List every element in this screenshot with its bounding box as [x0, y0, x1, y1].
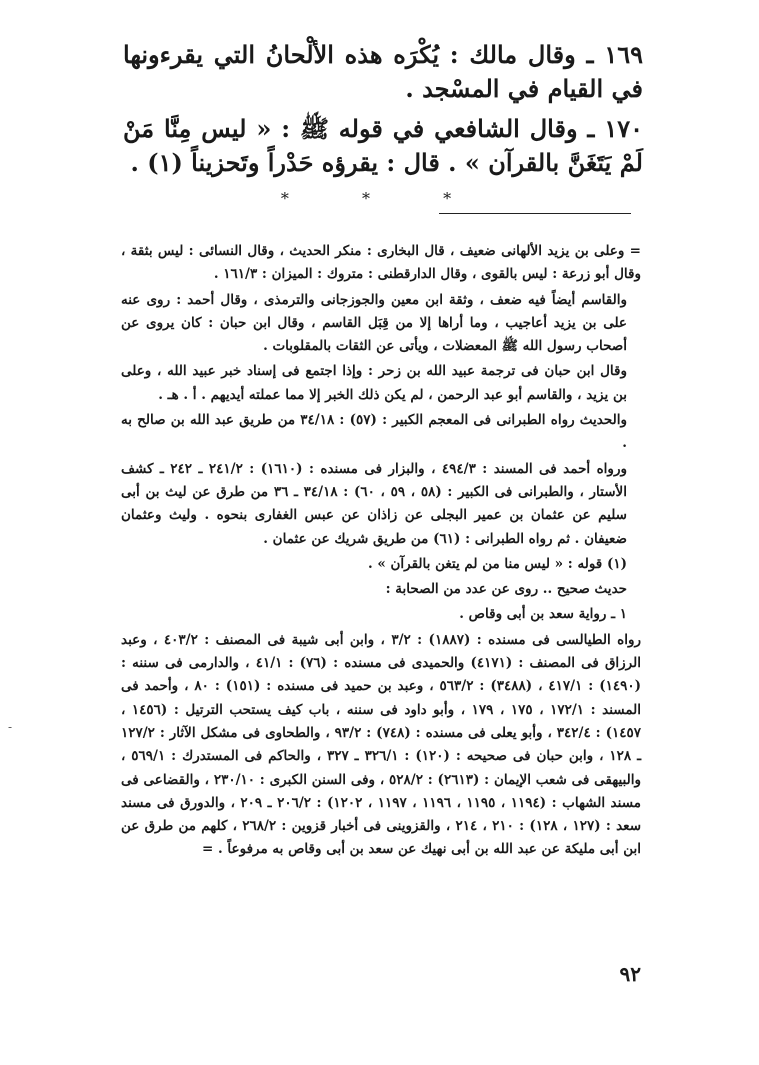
footnote-line: والقاسم أيضاً فيه ضعف ، وثقة ابن معين والجوزجانى والترمذى ، وقال أحمد : روى عنه على بن يزيد أعاجيب ، وما أراها إلا من قِبَل القاسم ، وقال ابن حبان : كان يروى عن أصحاب رسول الله ﷺ المعضلات ، ويأتى عن الثقات بالمقلوبات . — [121, 291, 627, 355]
footnote-line: رواه الطيالسى فى مسنده : (١٨٨٧) : ٣/٢ ، وابن أبى شيبة فى المصنف : ٤٠٣/٢ ، وعبد الرزاق فى المصنف : (٤١٧١) والحميدى فى مسنده : (٧٦) : ٤١/١ ، والدارمى فى سننه : (١٤٩٠) : ٤١٧/١ ، (٣٤٨٨) : ٥٦٣/٢ ، وعبد بن حميد فى مسنده : (١٥١) : ٨٠ ، وأحمد فى المسند : ١٧٢/١ ، ١٧٥ ، ١٧٩ ، وأبو داود فى سننه ، باب كيف يستحب الترتيل : (١٤٥٦ ، ١٤٥٧) : ٣٤٢/٤ ، وأبو يعلى فى مسنده : (٧٤٨) : ٩٣/٢ ، والطحاوى فى مشكل الآثار : ١٢٧/٢ ـ ١٢٨ ، وابن حبان فى صحيحه : (١٢٠) : ٣٢٦/١ ـ ٣٢٧ ، والحاكم فى المستدرك : ٥٦٩/١ ، والبيهقى فى شعب الإيمان : (٢٦١٣) : ٥٢٨/٢ ، وفى السنن الكبرى : ٢٣٠/١٠ ، والقضاعى فى مسند الشهاب : (١١٩٤ ، ١١٩٥ ، ١١٩٦ ، ١١٩٧ ، ١٢٠٢) : ٢٠٦/٢ ـ ٢٠٩ ، والدورق فى مسند سعد : (١٢٧ ، ١٢٨) : ٢١٠ ، ٢١٤ ، والقزوينى فى أخبار قزوين : ٢٦٨/٢ ، كلهم من طرق عن ابن أبى مليكة عن عبد الله بن أبى نهيك عن سعد بن أبى وقاص به مرفوعاً . = — [121, 631, 642, 858]
main-text — [123, 38, 643, 216]
footnote-line: حديث صحيح .. روى عن عدد من الصحابة : — [385, 581, 627, 598]
footnote-marker: (١) قوله : « ليس منا من لم يتغن بالقرآن » . — [367, 555, 627, 572]
footnote-line: وقال ابن حبان فى ترجمة عبيد الله بن زحر : وإذا اجتمع فى إسناد خبر عبيد الله ، وعلى بن يزيد ، والقاسم أبو عبد الرحمن ، لم يكن ذلك الخبر إلا مما عملته أيديهم . أ . هـ . — [121, 363, 627, 403]
footnotes — [121, 240, 641, 864]
footnote-separator — [439, 213, 631, 214]
footnote-line: والحديث رواه الطبرانى فى المعجم الكبير : (٥٧) : ٣٤/١٨ من طريق عبد الله بن صالح به . — [121, 412, 627, 452]
section-stars: * * * — [280, 189, 486, 208]
margin-mark: - — [8, 720, 13, 734]
paragraph-170: ١٧٠ ـ وقال الشافعي في قوله ﷺ : « ليس مِنَّا مَنْ لَمْ يَتَغَنَّ بالقرآن » . قال : يقرؤه حَدْراً وتَحزيناً (١) . — [123, 114, 643, 177]
footnote-line: ١ ـ رواية سعد بن أبى وقاص . — [459, 606, 627, 623]
paragraph-169: ١٦٩ ـ وقال مالك : يُكْرَه هذه الألْحانُ التي يقرءونها في القيام في المسْجد . — [123, 40, 643, 103]
footnote-line: ورواه أحمد فى المسند : ٤٩٤/٣ ، والبزار فى مسنده : (١٦١٠) : ٢٤١/٢ ـ ٢٤٢ ـ كشف الأستار ، والطبرانى فى الكبير : (٥٨ ، ٥٩ ، ٦٠) : ٣٤/١٨ ـ ٣٦ من طرق عن ليث بن أبى سليم عن عثمان بن عمير البجلى عن زاذان عن عبس الغفارى بنحوه . وليث وعثمان ضعيفان . ثم رواه الطبرانى : (٦١) من طريق شريك عن عثمان . — [121, 460, 627, 547]
page-number: ٩٢ — [619, 962, 641, 986]
footnote-line: = وعلى بن يزيد الألهانى ضعيف ، قال البخارى : منكر الحديث ، وقال النسائى : ليس بثقة ، وقال أبو زرعة : ليس بالقوى ، وقال الدارقطنى : متروك : الميزان : ١٦١/٣ . — [121, 243, 641, 283]
